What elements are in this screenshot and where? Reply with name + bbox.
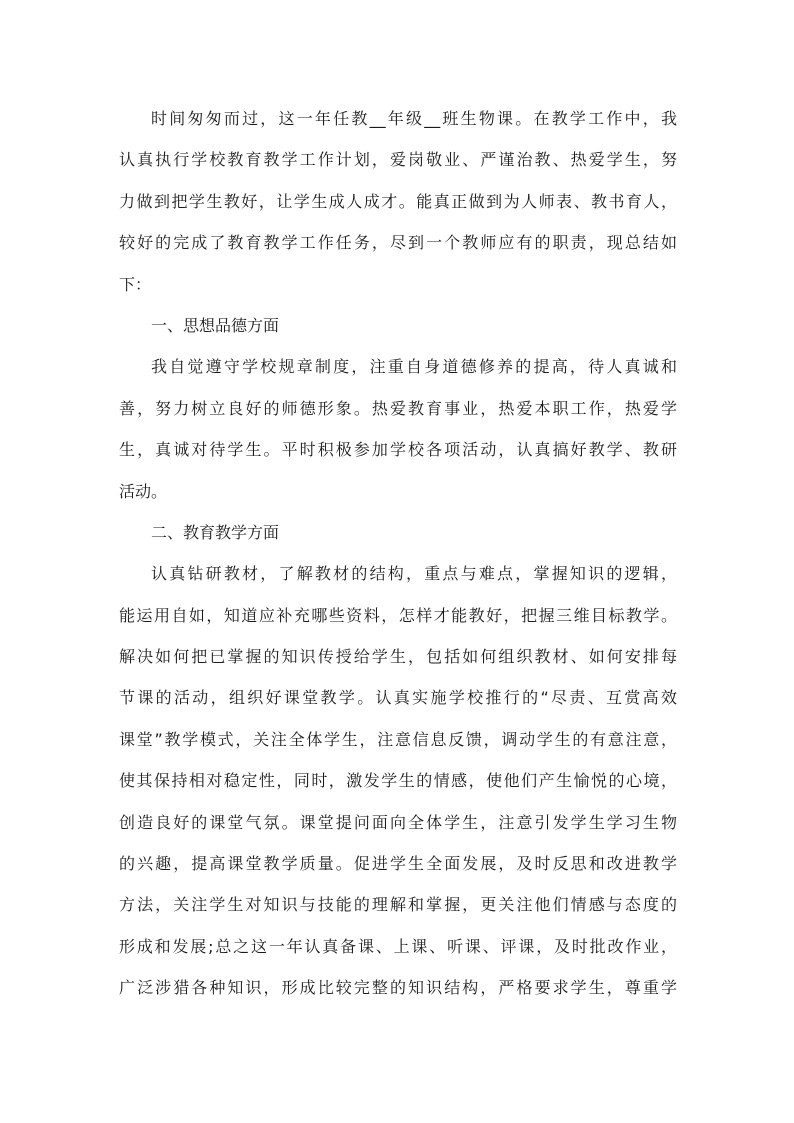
paragraph-line: 生，真诚对待学生。平时积极参加学校各项活动，认真搞好教学、教研: [119, 440, 677, 460]
section-heading: 一、思想品德方面: [151, 315, 280, 335]
paragraph-line: 节课的活动，组织好课堂教学。认真实施学校推行的“尽责、互赏高效: [119, 688, 677, 708]
paragraph-line: 广泛涉猎各种知识，形成比较完整的知识结构，严格要求学生，尊重学: [119, 978, 677, 998]
paragraph-line: 课堂”教学模式，关注全体学生，注意信息反馈，调动学生的有意注意，: [119, 729, 677, 749]
paragraph-line: 方法，关注学生对知识与技能的理解和掌握，更关注他们情感与态度的: [119, 895, 677, 915]
paragraph-line: 力做到把学生教好，让学生成人成才。能真正做到为人师表、教书育人，: [119, 191, 677, 211]
paragraph-line: 较好的完成了教育教学工作任务，尽到一个教师应有的职责，现总结如: [119, 233, 677, 253]
paragraph-line: 的兴趣，提高课堂教学质量。促进学生全面发展，及时反思和改进教学: [119, 854, 677, 874]
paragraph-line: 创造良好的课堂气氛。课堂提问面向全体学生，注意引发学生学习生物: [119, 812, 677, 832]
paragraph-line: 认真执行学校教育教学工作计划，爱岗敬业、严谨治教、热爱学生，努: [119, 150, 677, 170]
document-body: [119, 98, 677, 1009]
paragraph-line: 能运用自如，知道应补充哪些资料，怎样才能教好，把握三维目标教学。: [119, 605, 677, 625]
paragraph-line: 活动。: [119, 481, 168, 501]
paragraph-line: 形成和发展;总之这一年认真备课、上课、听课、评课，及时批改作业，: [119, 936, 677, 956]
paragraph-line: 时间匆匆而过，这一年任教__年级__班生物课。在教学工作中，我: [151, 109, 677, 128]
section-heading: 二、教育教学方面: [151, 522, 280, 542]
paragraph-line: 善，努力树立良好的师德形象。热爱教育事业，热爱本职工作，热爱学: [119, 398, 677, 418]
paragraph-line: 使其保持相对稳定性，同时，激发学生的情感，使他们产生愉悦的心境，: [119, 771, 677, 791]
paragraph-line: 下：: [119, 274, 152, 294]
paragraph-line: 认真钻研教材，了解教材的结构，重点与难点，掌握知识的逻辑，: [151, 564, 677, 584]
paragraph-line: 我自觉遵守学校规章制度，注重自身道德修养的提高，待人真诚和: [151, 357, 677, 377]
paragraph-line: 解决如何把已掌握的知识传授给学生，包括如何组织教材、如何安排每: [119, 647, 677, 667]
